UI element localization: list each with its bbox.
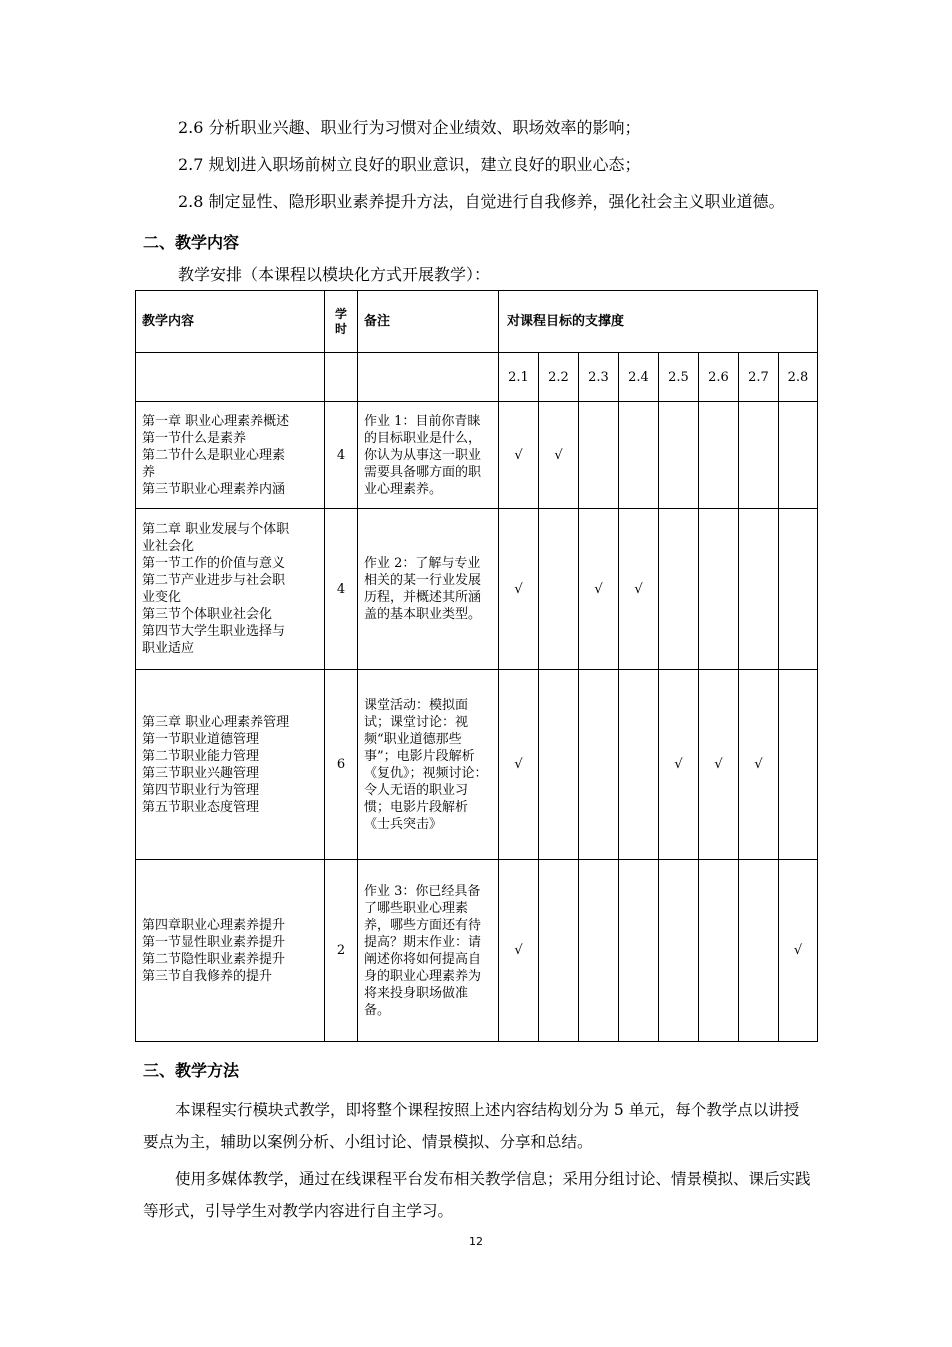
content-line: 第二节隐性职业素养提升 (142, 951, 286, 967)
support-cell (499, 402, 539, 509)
support-cell (619, 860, 659, 1042)
content-line: 第二节产业进步与社会职 (142, 573, 286, 588)
check-mark-icon: √ (793, 943, 803, 958)
support-cell (779, 670, 818, 860)
intro-item-2-7: 2.7 规划进入职场前树立良好的职业意识，建立良好的职业心态； (178, 155, 641, 174)
support-cell (579, 509, 619, 670)
check-mark-icon: √ (514, 581, 523, 597)
support-cell (619, 509, 659, 670)
check-mark-icon: √ (594, 581, 603, 597)
check-mark-icon: √ (514, 943, 523, 958)
content-line: 第二节什么是职业心理素 (142, 447, 286, 463)
check-mark-icon: √ (714, 757, 723, 772)
support-cell (699, 509, 739, 670)
support-cell (539, 860, 579, 1042)
check-mark-icon: √ (674, 757, 683, 772)
content-line: 第一节什么是素养 (142, 430, 247, 446)
support-cell (579, 860, 619, 1042)
support-cell (739, 670, 779, 860)
header-support: 对课程目标的支撑度 (499, 291, 818, 353)
content-line: 第三节职业心理素养内涵 (142, 481, 286, 497)
support-cell (659, 670, 699, 860)
support-cell (779, 860, 818, 1042)
content-line: 第一章 职业心理素养概述 (142, 413, 290, 429)
row-hours: 6 (325, 670, 358, 860)
support-cell (699, 670, 739, 860)
header-content: 教学内容 (136, 291, 325, 353)
content-line: 第三节自我修养的提升 (142, 968, 273, 984)
support-cell (539, 509, 579, 670)
content-line: 第一节工作的价值与意义 (142, 556, 286, 571)
support-cell (739, 509, 779, 670)
row-hours: 4 (325, 402, 358, 509)
support-cell (539, 670, 579, 860)
content-line: 业社会化 (142, 539, 195, 554)
goal-label: 2.5 (659, 353, 699, 402)
content-line: 业变化 (142, 590, 182, 605)
table-row (136, 670, 818, 860)
support-cell (579, 402, 619, 509)
section-3-title: 三、教学方法 (143, 1061, 240, 1080)
support-cell (699, 860, 739, 1042)
content-line: 第二章 职业发展与个体职 (142, 522, 290, 537)
row-note: 作业 2：了解与专业相关的某一行业发展历程，并概述其所涵盖的基本职业类型。 (358, 509, 499, 670)
check-mark-icon: √ (514, 757, 523, 772)
header-hours: 学时 (325, 291, 358, 353)
support-cell (659, 402, 699, 509)
content-line: 第四节大学生职业选择与 (142, 624, 286, 639)
intro-item-2-8: 2.8 制定显性、隐形职业素养提升方法，自觉进行自我修养，强化社会主义职业道德。 (178, 192, 785, 211)
goal-labels-row (136, 353, 818, 402)
content-line: 第三节职业兴趣管理 (142, 765, 260, 781)
row-hours: 2 (325, 860, 358, 1042)
goal-label: 2.4 (619, 353, 659, 402)
support-cell (579, 670, 619, 860)
content-line: 第五节职业态度管理 (142, 799, 260, 815)
support-cell (619, 402, 659, 509)
content-line: 第二节职业能力管理 (142, 748, 260, 764)
support-cell (739, 860, 779, 1042)
goal-label: 2.1 (499, 353, 539, 402)
table-row (136, 509, 818, 670)
blank-cell (136, 353, 325, 402)
support-cell (699, 402, 739, 509)
page-number: 12 (469, 1235, 483, 1248)
support-cell (499, 860, 539, 1042)
content-line: 第四节职业行为管理 (142, 782, 260, 798)
row-content (136, 670, 325, 860)
content-line: 第四章职业心理素养提升 (142, 917, 286, 933)
table-row (136, 860, 818, 1042)
row-content (136, 860, 325, 1042)
support-cell (539, 402, 579, 509)
content-line: 养 (142, 464, 156, 480)
support-cell (659, 509, 699, 670)
content-line: 第一节职业道德管理 (142, 731, 260, 747)
content-line: 第三章 职业心理素养管理 (142, 714, 290, 730)
support-cell (779, 402, 818, 509)
goal-label: 2.6 (699, 353, 739, 402)
method-paragraph-2: 使用多媒体教学，通过在线课程平台发布相关教学信息；采用分组讨论、情景模拟、课后实践等形式，引导学生对教学内容进行自主学习。 (143, 1170, 811, 1220)
check-mark-icon: √ (514, 447, 523, 463)
section-2-title: 二、教学内容 (143, 233, 240, 252)
table-header-row (136, 291, 818, 353)
content-line: 职业适应 (142, 641, 195, 656)
check-mark-icon: √ (754, 757, 763, 772)
row-note: 作业 1：目前你青睐的目标职业是什么，你认为从事这一职业需要具备哪方面的职业心理素养。 (358, 402, 499, 509)
goal-label: 2.2 (539, 353, 579, 402)
table-row (136, 402, 818, 509)
goal-label: 2.3 (579, 353, 619, 402)
row-hours: 4 (325, 509, 358, 670)
support-cell (499, 509, 539, 670)
check-mark-icon: √ (554, 447, 563, 463)
method-paragraph-1: 本课程实行模块式教学，即将整个课程按照上述内容结构划分为 5 单元，每个教学点以讲授要点为主，辅助以案例分析、小组讨论、情景模拟、分享和总结。 (143, 1101, 800, 1151)
support-cell (659, 860, 699, 1042)
row-content (136, 509, 325, 670)
content-line: 第一节显性职业素养提升 (142, 934, 286, 950)
goal-label: 2.7 (739, 353, 779, 402)
content-line: 第三节个体职业社会化 (142, 607, 273, 622)
support-cell (779, 509, 818, 670)
support-cell (739, 402, 779, 509)
row-note: 作业 3：你已经具备了哪些职业心理素养，哪些方面还有待提高？期末作业：请阐述你将如何提高自身的职业心理素养为将来投身职场做准备。 (358, 860, 499, 1042)
goal-label: 2.8 (779, 353, 818, 402)
check-mark-icon: √ (634, 581, 643, 597)
row-content (136, 402, 325, 509)
intro-item-2-6: 2.6 分析职业兴趣、职业行为习惯对企业绩效、职场效率的影响； (178, 118, 641, 137)
support-cell (499, 670, 539, 860)
teaching-schedule-table (135, 290, 818, 1042)
blank-cell (325, 353, 358, 402)
blank-cell (358, 353, 499, 402)
support-cell (619, 670, 659, 860)
arrangement-note: 教学安排（本课程以模块化方式开展教学）： (178, 265, 491, 284)
row-note: 课堂活动：模拟面试；课堂讨论：视频“职业道德那些事”；电影片段解析《复仇》；视频讨论：令人无语的职业习惯；电影片段解析《士兵突击》 (358, 670, 499, 860)
header-note: 备注 (358, 291, 499, 353)
